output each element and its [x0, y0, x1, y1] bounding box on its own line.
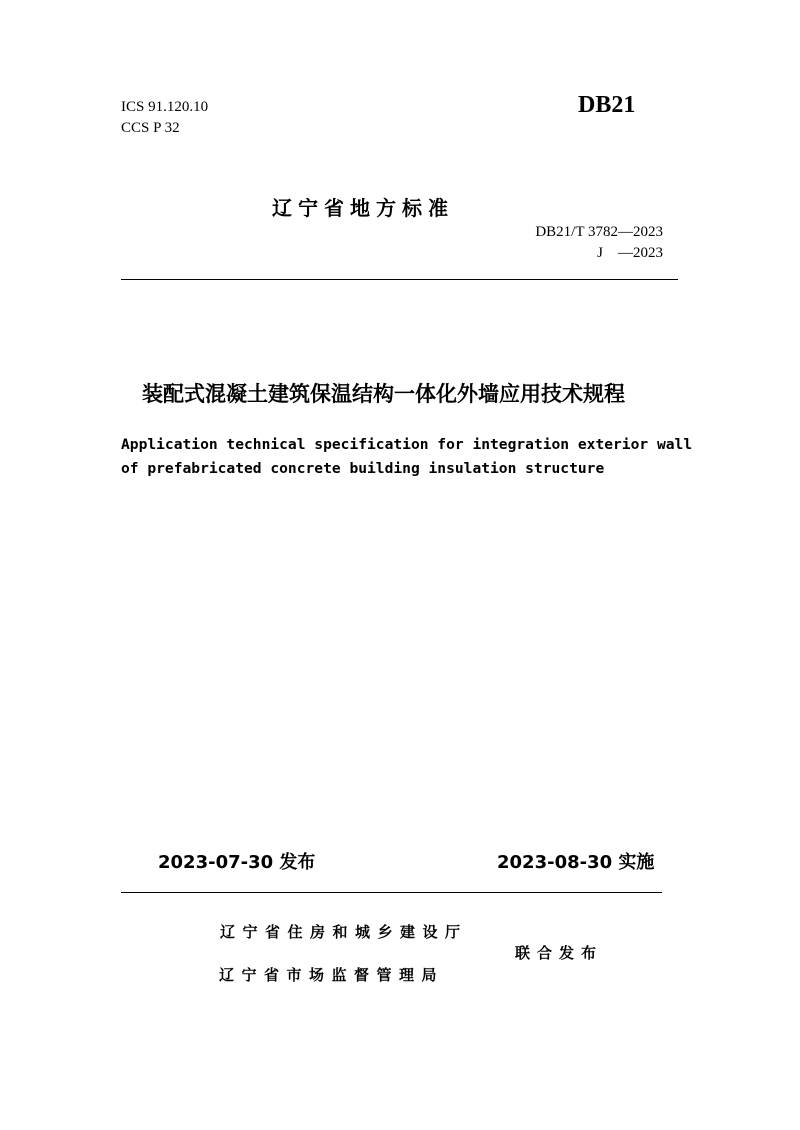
record-number: J —2023: [597, 245, 663, 261]
ics-code: ICS 91.120.10: [121, 99, 209, 115]
issuer-market-regulation: 辽宁省市场监督管理局: [219, 966, 445, 984]
english-title-line-1: Application technical specification for integration exterior wall: [121, 436, 693, 453]
db-code: DB21: [578, 92, 636, 118]
ccs-code: CCS P 32: [121, 120, 180, 136]
issue-date: 2023-07-30 发布: [158, 852, 316, 873]
standard-type-heading: 辽宁省地方标准: [272, 196, 454, 220]
issuer-housing-department: 辽宁省住房和城乡建设厅: [220, 923, 468, 941]
standard-number: DB21/T 3782—2023: [535, 224, 663, 240]
chinese-title: 装配式混凝土建筑保温结构一体化外墙应用技术规程: [142, 382, 625, 406]
english-title-line-2: of prefabricated concrete building insulation structure: [121, 460, 605, 477]
implementation-date: 2023-08-30 实施: [497, 852, 655, 873]
bottom-divider: [121, 892, 662, 893]
joint-issue-label: 联合发布: [515, 944, 604, 962]
top-divider: [121, 279, 678, 280]
